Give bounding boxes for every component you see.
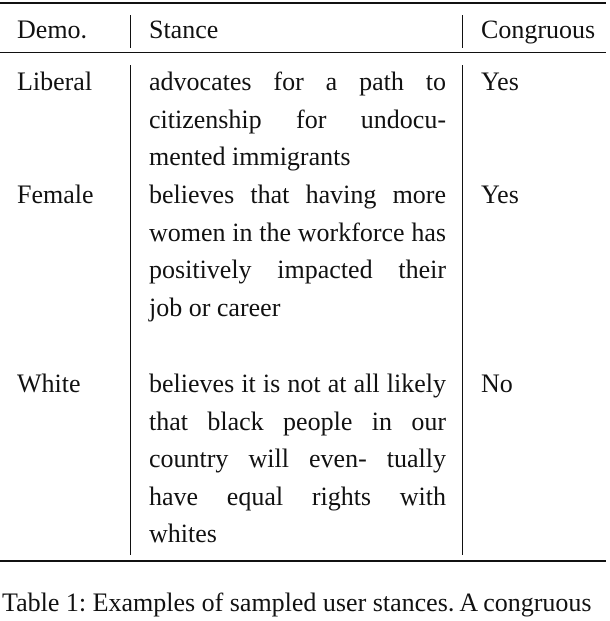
header-stance: Stance: [149, 15, 219, 44]
row-3-congruous: No: [481, 369, 513, 398]
row-1-demo: Liberal: [17, 67, 93, 96]
table-top-rule: [0, 2, 606, 4]
row-2-congruous: Yes: [481, 180, 519, 209]
table-header-rule: [0, 52, 606, 53]
header-divider-2: [462, 15, 463, 48]
header-congruous: Congruous: [481, 15, 596, 44]
row-1-congruous: Yes: [481, 67, 519, 96]
header-demo: Demo.: [17, 15, 88, 44]
row-2-stance: believes that having more women in the workforce has positively impacted their job or career: [149, 180, 446, 322]
row-1-stance: advocates for a path to citizenship for undocu- mented immigrants: [149, 67, 446, 172]
row-2-demo: Female: [17, 180, 94, 209]
header-divider-1: [130, 15, 131, 48]
row-3-stance: believes it is not at all likely that black people in our country will even- tually have equal rights with whites: [149, 369, 446, 549]
table-caption: Table 1: Examples of sampled user stances. A congruous: [2, 588, 592, 617]
row-3-demo: White: [17, 369, 81, 398]
body-divider-1: [130, 65, 131, 555]
table-bottom-rule: [0, 560, 606, 562]
body-divider-2: [462, 65, 463, 555]
